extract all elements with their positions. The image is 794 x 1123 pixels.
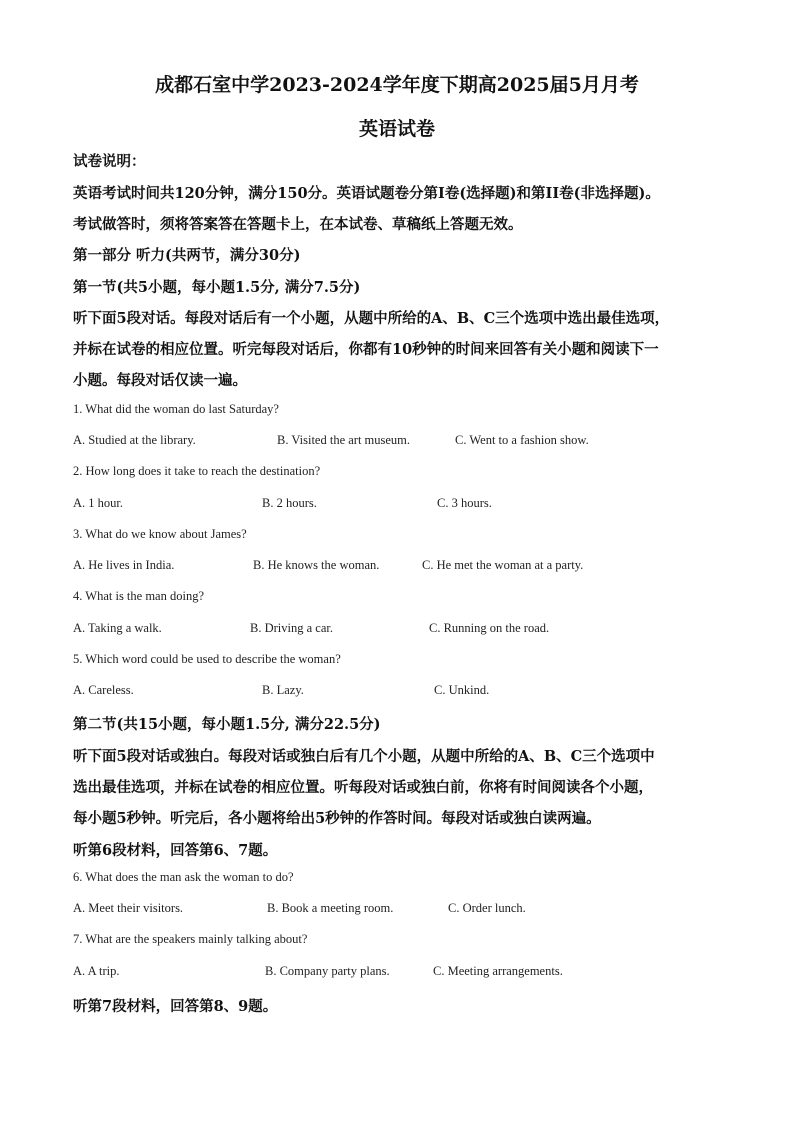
option-c: C. He met the woman at a party. <box>422 558 584 572</box>
section1-directions-line-3: 小题。每段对话仅读一遍。 <box>73 372 247 389</box>
option-a: A. A trip. <box>73 964 120 978</box>
section2-directions-line-2: 选出最佳选项，并标在试卷的相应位置。听每段对话或独白前，你将有时间阅读各个小题， <box>73 779 653 796</box>
part1-heading: 第一部分 听力(共两节，满分30分) <box>73 247 301 264</box>
exam-subtitle: 英语试卷 <box>358 118 435 140</box>
section2-heading: 第二节(共15小题，每小题1.5分, 满分22.5分) <box>73 716 381 733</box>
option-a: A. Meet their visitors. <box>73 901 184 915</box>
option-b: B. Visited the art museum. <box>277 433 411 447</box>
question-stem: 1. What did the woman do last Saturday? <box>73 402 279 416</box>
question-stem: 2. How long does it take to reach the destination? <box>73 464 321 478</box>
question-stem: 3. What do we know about James? <box>73 527 247 541</box>
material-6-heading: 听第6段材料，回答第6、7题。 <box>73 842 278 859</box>
exam-title: 成都石室中学2023-2024学年度下期高2025届5月月考 <box>155 74 639 96</box>
option-c: C. Running on the road. <box>429 621 550 635</box>
option-b: B. Driving a car. <box>250 621 333 635</box>
option-b: B. Book a meeting room. <box>267 901 394 915</box>
section1-directions-line-2: 并标在试卷的相应位置。听完每段对话后，你都有10秒钟的时间来回答有关小题和阅读下一 <box>73 341 659 358</box>
option-c: C. 3 hours. <box>437 496 492 510</box>
option-b: B. Company party plans. <box>265 964 390 978</box>
option-a: A. Studied at the library. <box>73 433 196 447</box>
option-c: C. Went to a fashion show. <box>455 433 589 447</box>
option-b: B. 2 hours. <box>262 496 317 510</box>
option-a: A. Careless. <box>73 683 134 697</box>
option-a: A. 1 hour. <box>73 496 123 510</box>
instructions-line-2: 考试做答时，须将答案答在答题卡上，在本试卷、草稿纸上答题无效。 <box>73 216 523 233</box>
option-a: A. He lives in India. <box>73 558 175 572</box>
question-stem: 6. What does the man ask the woman to do? <box>73 870 294 884</box>
material-7-heading: 听第7段材料，回答第8、9题。 <box>73 998 278 1015</box>
question-stem: 5. Which word could be used to describe the woman? <box>73 652 341 666</box>
option-c: C. Unkind. <box>434 683 490 697</box>
section1-directions-line-1: 听下面5段对话。每段对话后有一个小题，从题中所给的A、B、C三个选项中选出最佳选项， <box>73 310 670 327</box>
option-b: B. Lazy. <box>262 683 304 697</box>
question-stem: 4. What is the man doing? <box>73 589 204 603</box>
section2-directions-line-3: 每小题5秒钟。听完后，各小题将给出5秒钟的作答时间。每段对话或独白读两遍。 <box>73 810 601 827</box>
section2-directions-line-1: 听下面5段对话或独白。每段对话或独白后有几个小题，从题中所给的A、B、C三个选项中 <box>73 748 655 765</box>
option-a: A. Taking a walk. <box>73 621 162 635</box>
section1-heading: 第一节(共5小题，每小题1.5分, 满分7.5分) <box>73 279 361 296</box>
option-c: C. Meeting arrangements. <box>433 964 563 978</box>
instructions-line-1: 英语考试时间共120分钟，满分150分。英语试题卷分第I卷(选择题)和第II卷(非选择题)。 <box>73 185 660 202</box>
question-stem: 7. What are the speakers mainly talking about? <box>73 932 308 946</box>
instructions-heading: 试卷说明： <box>73 153 146 170</box>
option-c: C. Order lunch. <box>448 901 526 915</box>
option-b: B. He knows the woman. <box>253 558 380 572</box>
